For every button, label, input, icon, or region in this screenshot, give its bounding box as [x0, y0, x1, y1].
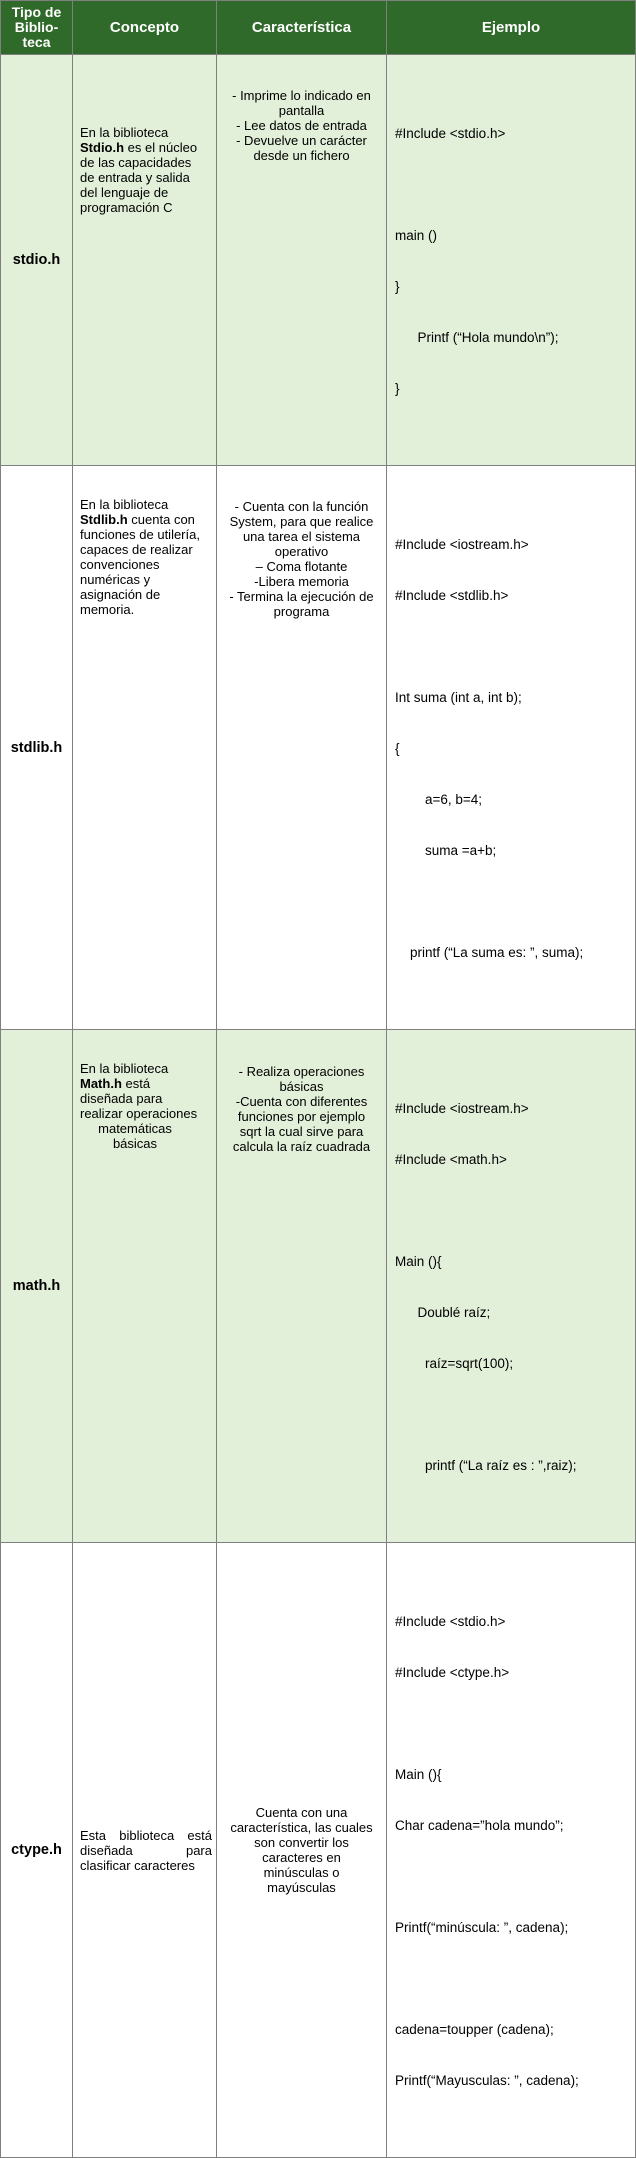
library-concept: En la biblioteca Stdlib.h cuenta con funciones de utilería, capaces de realizar convenciones numéricas y asignación de memoria.: [73, 466, 217, 1030]
library-concept: En la biblioteca Stdio.h es el núcleo de las capacidades de entrada y salida del lenguaje de programación C: [73, 55, 217, 466]
library-characteristic: - Realiza operaciones básicas -Cuenta con diferentes funciones por ejemplo sqrt la cual sirve para calcula la raíz cuadrada: [217, 1030, 387, 1543]
table-row: [1, 466, 636, 1030]
library-characteristic: Cuenta con una característica, las cuales son convertir los caracteres en minúsculas o mayúsculas: [217, 1543, 387, 2158]
header-concept: Concepto: [73, 1, 217, 55]
library-name: stdlib.h: [1, 466, 73, 1030]
header-example: Ejemplo: [387, 1, 636, 55]
header-characteristic: Característica: [217, 1, 387, 55]
library-concept: Esta biblioteca está diseñada para clasificar caracteres: [73, 1543, 217, 2158]
library-example-code: #Include <stdio.h> main () } Printf (“Hola mundo\n”); }: [387, 55, 636, 466]
library-example-code: #Include <iostream.h> #Include <math.h> Main (){ Doublé raíz; raíz=sqrt(100); printf (“La raíz es : ”,raiz);: [387, 1030, 636, 1543]
library-name: math.h: [1, 1030, 73, 1543]
table-row: [1, 55, 636, 466]
library-example-code: #Include <stdio.h> #Include <ctype.h> Main (){ Char cadena=”hola mundo”; Printf(“minúscula: ”, cadena); cadena=toupper (cadena); Printf(“Mayusculas: ”, cadena);: [387, 1543, 636, 2158]
library-characteristic: - Cuenta con la función System, para que realice una tarea el sistema operativo – Coma flotante -Libera memoria - Termina la ejecución de programa: [217, 466, 387, 1030]
library-example-code: #Include <iostream.h> #Include <stdlib.h> Int suma (int a, int b); { a=6, b=4; suma =a+b; printf (“La suma es: ”, suma);: [387, 466, 636, 1030]
table-row: [1, 1543, 636, 2158]
header-type: Tipo de Biblio- teca: [1, 1, 73, 55]
library-name: ctype.h: [1, 1543, 73, 2158]
header-row: [1, 1, 636, 55]
table-row: [1, 1030, 636, 1543]
library-concept: En la biblioteca Math.h está diseñada para realizar operaciones matemáticas básicas: [73, 1030, 217, 1543]
library-characteristic: - Imprime lo indicado en pantalla - Lee datos de entrada - Devuelve un carácter desde un fichero: [217, 55, 387, 466]
library-name: stdio.h: [1, 55, 73, 466]
